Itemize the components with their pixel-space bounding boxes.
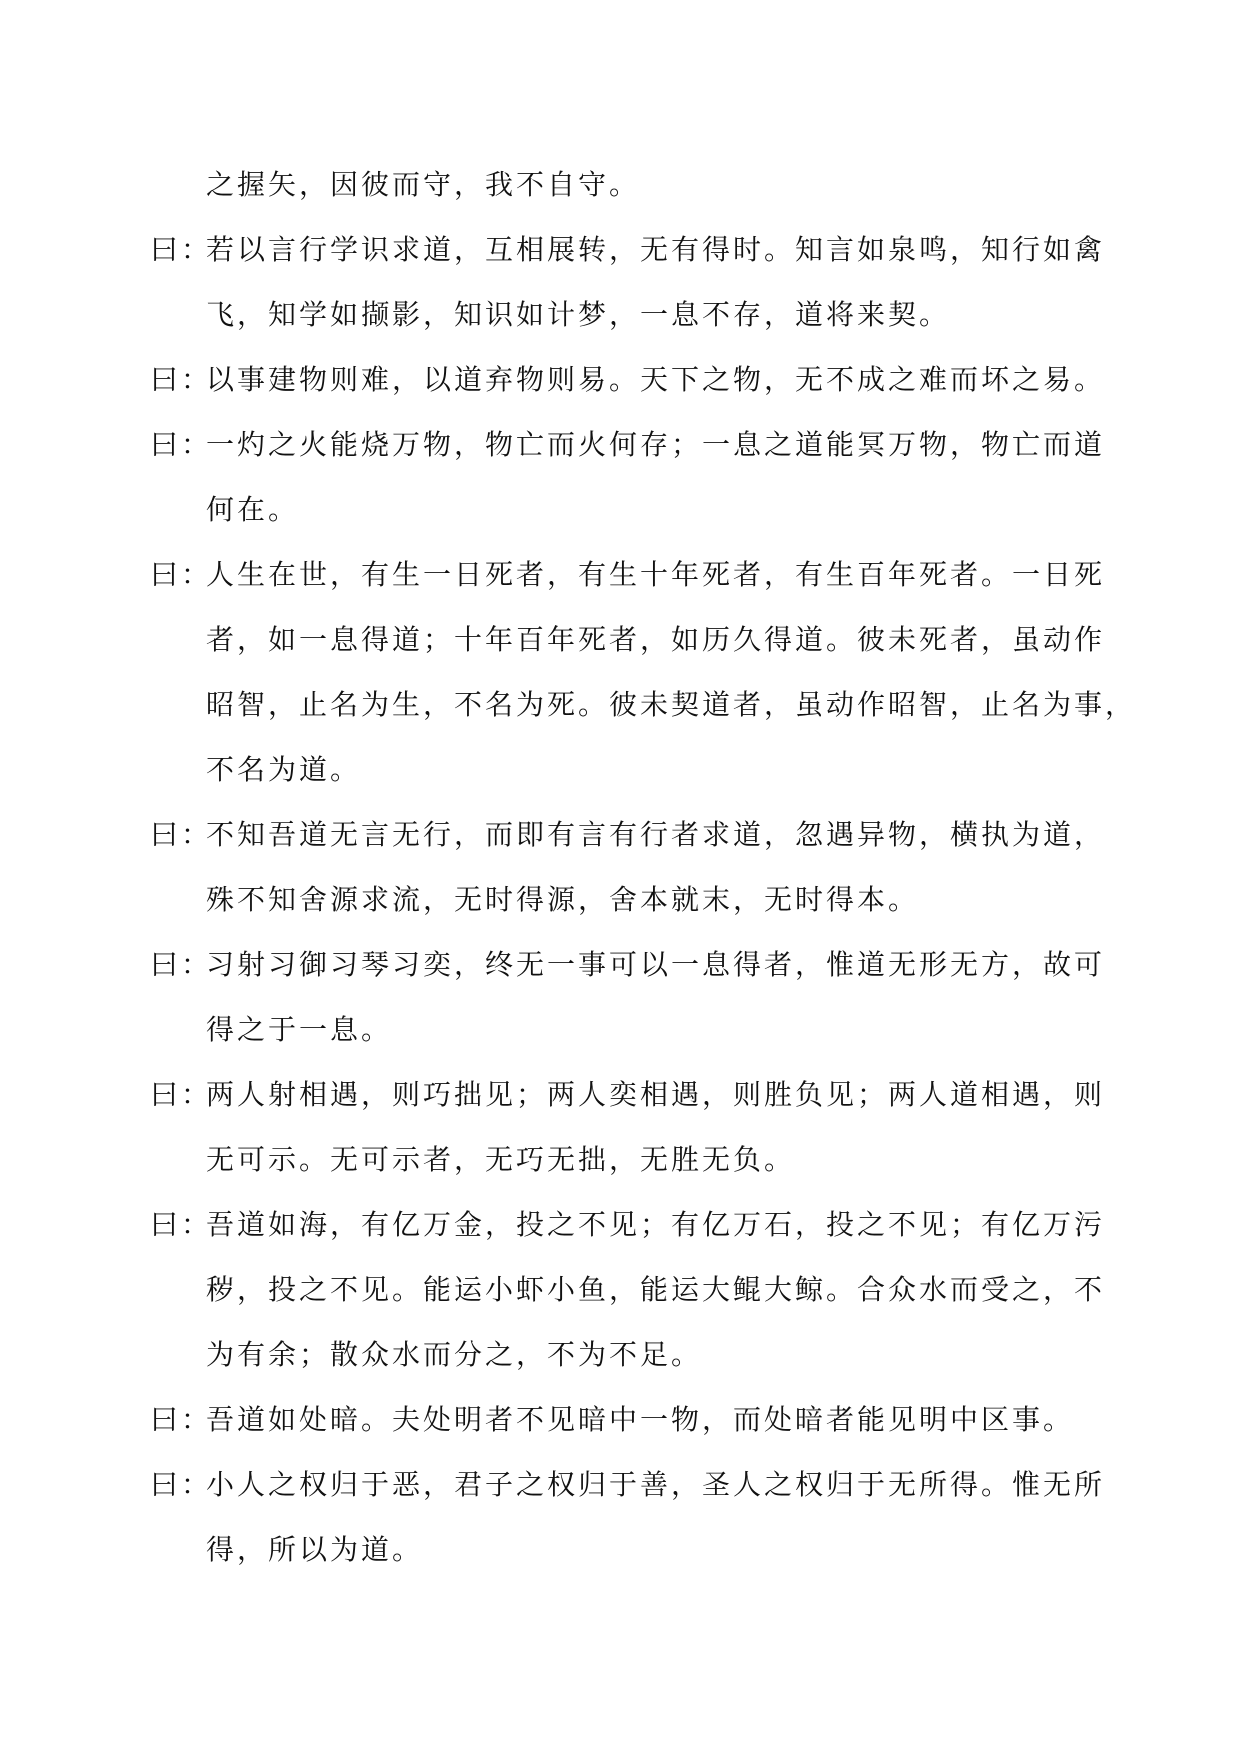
entry-4 (150, 542, 1137, 802)
entry-line: 殊不知舍源求流，无时得源，舍本就末，无时得本。 (206, 883, 920, 916)
continuation-line: 之握矢，因彼而守，我不自守。 (206, 168, 641, 201)
entry-9 (150, 1387, 1110, 1452)
entry-line: 吾道如处暗。夫处明者不见暗中一物，而处暗者能见明中区事。 (206, 1403, 1075, 1436)
entry-marker: 曰： (150, 1468, 213, 1501)
entry-marker: 曰： (150, 233, 213, 266)
entry-marker: 曰： (150, 363, 213, 396)
entry-line: 得，所以为道。 (206, 1533, 424, 1566)
entry-line: 人生在世，有生一日死者，有生十年死者，有生百年死者。一日死 (206, 558, 1106, 591)
entry-line: 何在。 (206, 493, 300, 526)
entry-line: 吾道如海，有亿万金，投之不见；有亿万石，投之不见；有亿万污 (206, 1208, 1106, 1241)
entry-line: 一灼之火能烧万物，物亡而火何存；一息之道能冥万物，物亡而道 (206, 428, 1106, 461)
entry-line: 无可示。无可示者，无巧无拙，无胜无负。 (206, 1143, 796, 1176)
entry-line: 习射习御习琴习奕，终无一事可以一息得者，惟道无形无方，故可 (206, 948, 1106, 981)
entry-marker: 曰： (150, 1078, 213, 1111)
entry-line: 不名为道。 (206, 753, 362, 786)
entry-line: 者，如一息得道；十年百年死者，如历久得道。彼未死者，虽动作 (206, 623, 1106, 656)
entry-7 (150, 1062, 1110, 1192)
entry-line: 飞，知学如撷影，知识如计梦，一息不存，道将来契。 (206, 298, 951, 331)
entry-line: 昭智，止名为生，不名为死。彼未契道者，虽动作昭智，止名为事， (206, 688, 1137, 721)
entry-10 (150, 1452, 1110, 1582)
entry-marker: 曰： (150, 428, 213, 461)
entry-marker: 曰： (150, 1403, 213, 1436)
entry-line: 若以言行学识求道，互相展转，无有得时。知言如泉鸣，知行如禽 (206, 233, 1106, 266)
entry-8 (150, 1192, 1110, 1387)
entry-marker: 曰： (150, 558, 213, 591)
entry-line: 以事建物则难，以道弃物则易。天下之物，无不成之难而坏之易。 (206, 363, 1106, 396)
entry-5 (150, 802, 1110, 932)
entry-1 (150, 217, 1110, 347)
entry-line: 为有余；散众水而分之，不为不足。 (206, 1338, 703, 1371)
entry-line: 得之于一息。 (206, 1013, 393, 1046)
entry-marker: 曰： (150, 948, 213, 981)
entry-marker: 曰： (150, 818, 213, 851)
entry-6 (150, 932, 1110, 1062)
entry-list (150, 217, 1137, 1582)
entry-line: 秽，投之不见。能运小虾小鱼，能运大鲲大鲸。合众水而受之，不 (206, 1273, 1106, 1306)
entry-2 (150, 347, 1110, 412)
entry-line: 两人射相遇，则巧拙见；两人奕相遇，则胜负见；两人道相遇，则 (206, 1078, 1106, 1111)
entry-3 (150, 412, 1110, 542)
entry-line: 小人之权归于恶，君子之权归于善，圣人之权归于无所得。惟无所 (206, 1468, 1106, 1501)
entry-marker: 曰： (150, 1208, 213, 1241)
entry-line: 不知吾道无言无行，而即有言有行者求道，忽遇异物，横执为道， (206, 818, 1106, 851)
